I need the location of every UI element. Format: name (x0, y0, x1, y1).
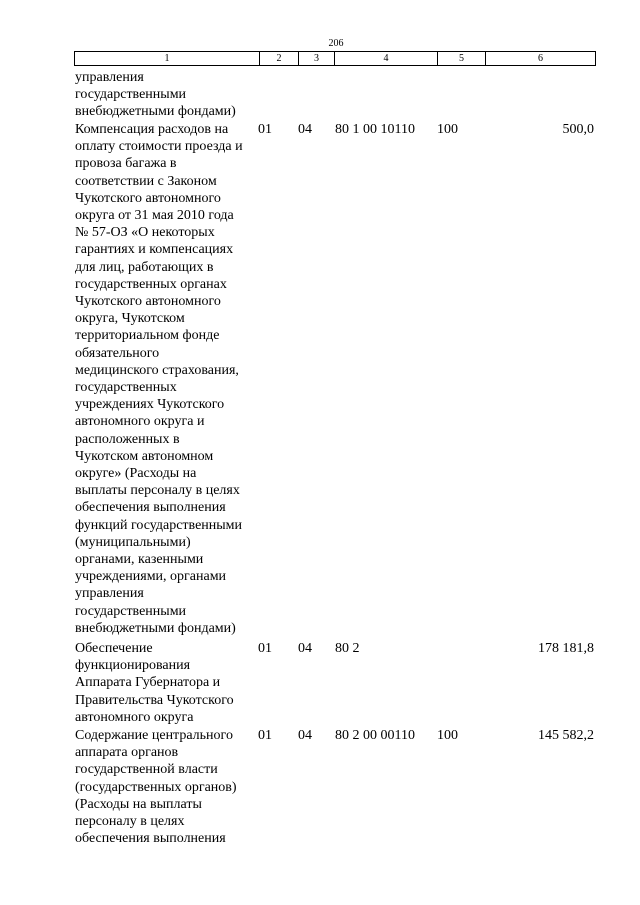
row-name: управления государственными внебюджетными фондами) (75, 70, 236, 120)
row-target-code: 80 2 00 00110 (335, 728, 415, 743)
row-name: Содержание центрального аппарата органов государственной власти (государственных органов) (Расходы на выплаты персоналу в целях обеспечения выполнения (75, 728, 237, 847)
row-target-code: 80 2 (335, 641, 360, 656)
header-col-6: 6 (486, 52, 596, 66)
header-col-3: 3 (299, 52, 335, 66)
row-expense-type: 100 (437, 728, 458, 743)
row-amount: 178 181,8 (538, 641, 594, 656)
header-col-2: 2 (260, 52, 299, 66)
row-name: Обеспечение функционирования Аппарата Губернатора и Правительства Чукотского автономного округа (75, 641, 234, 725)
page-number: 206 (328, 38, 344, 49)
row-subsection: 04 (298, 641, 312, 656)
header-col-4: 4 (335, 52, 438, 66)
row-section: 01 (258, 728, 272, 743)
header-col-5: 5 (438, 52, 486, 66)
row-amount: 500,0 (562, 122, 594, 137)
row-section: 01 (258, 641, 272, 656)
header-col-1: 1 (75, 52, 260, 66)
row-target-code: 80 1 00 10110 (335, 122, 415, 137)
row-name: Компенсация расходов на оплату стоимости проезда и провоза багажа в соответствии с Законом Чукотского автономного округа от 31 мая 2010 года № 57-ОЗ «О некоторых гарантиях и компенсациях для лиц, работающих в государственных органах Чукотского автономного округа, Чукотском территориальном фонде обязательного медицинского страхования, государственных учреждениях Чукотского автономного округа и расположенных в Чукотском автономном округе» (Расходы на выплаты персоналу в целях обеспечения выполнения функций государственными (муниципальными) органами, казенными учреждениями, органами управления государственными внебюджетными фондами) (75, 122, 243, 636)
row-amount: 145 582,2 (538, 728, 594, 743)
row-expense-type: 100 (437, 122, 458, 137)
row-subsection: 04 (298, 122, 312, 137)
row-subsection: 04 (298, 728, 312, 743)
row-section: 01 (258, 122, 272, 137)
column-number-header (74, 51, 596, 66)
